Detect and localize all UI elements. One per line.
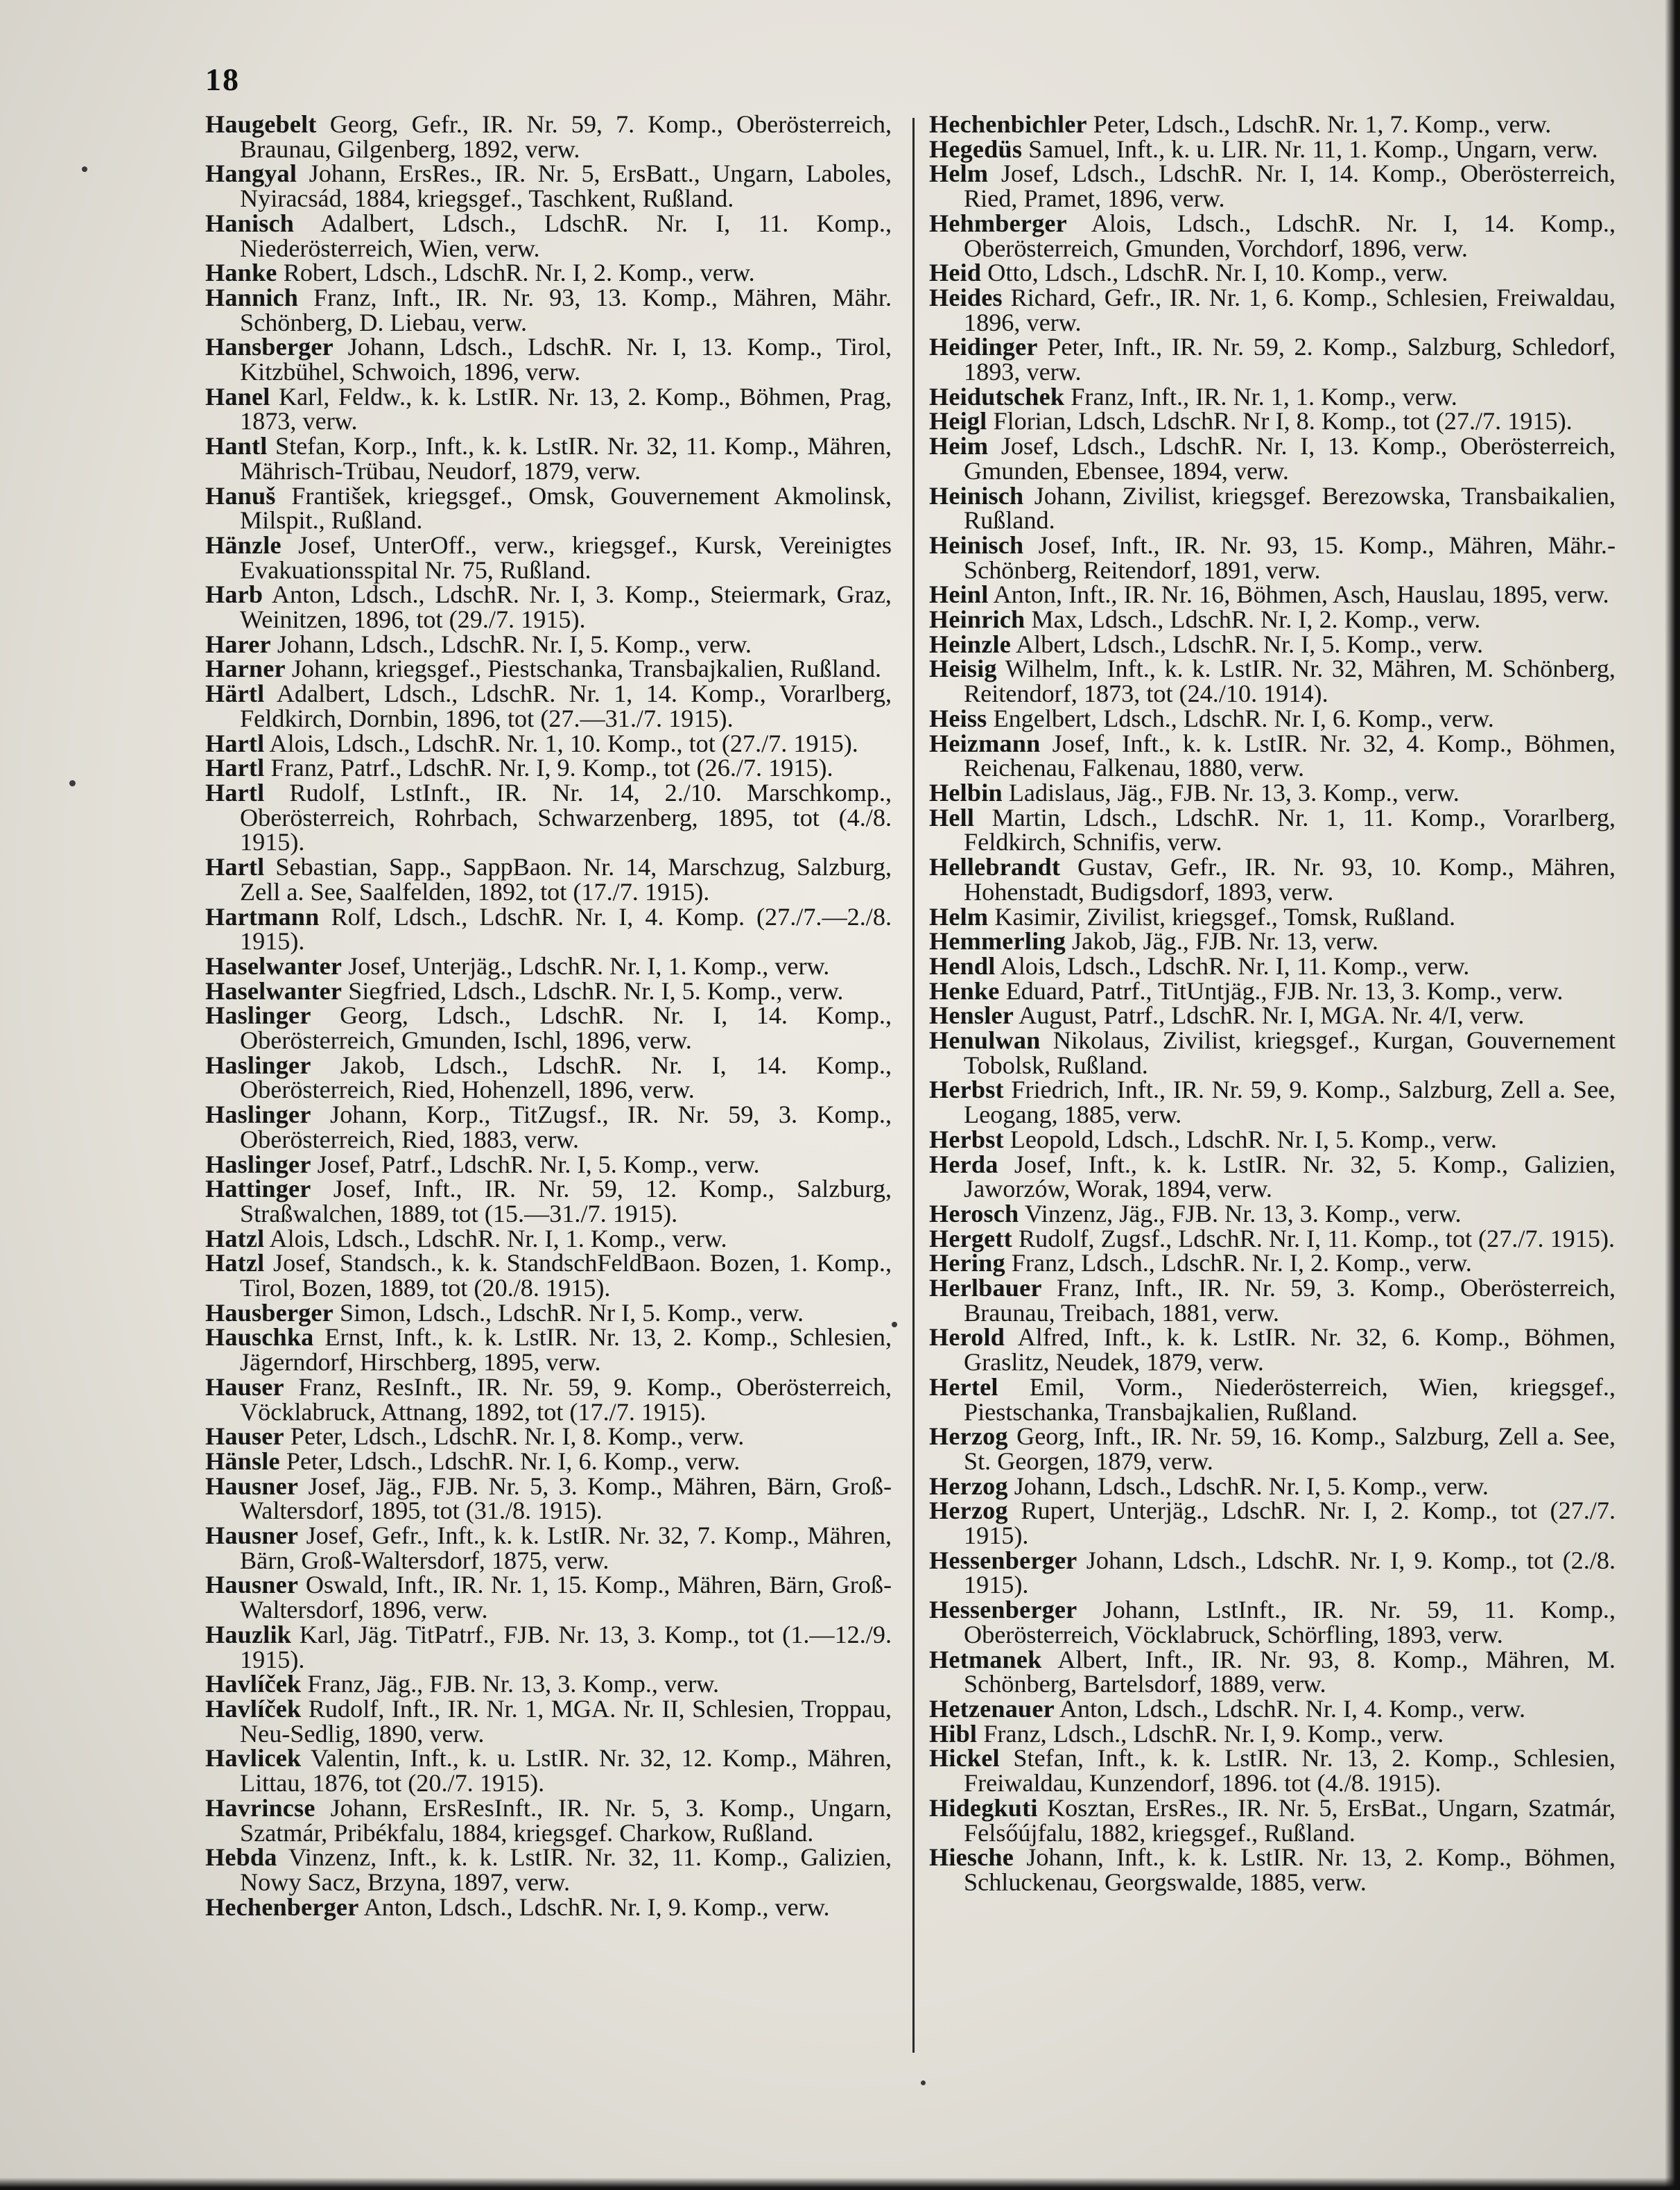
register-entry — [929, 1150, 1616, 1203]
register-entry — [205, 1298, 892, 1327]
register-entry — [205, 159, 892, 213]
register-entry — [205, 1003, 892, 1053]
entry-surname: Havlíček — [205, 1695, 302, 1723]
register-entry — [929, 1199, 1616, 1227]
entry-surname: Hehmberger — [929, 209, 1067, 237]
register-entry — [929, 209, 1616, 262]
entry-surname: Herzog — [929, 1422, 1008, 1451]
entry-details: Rudolf, LstInft., IR. Nr. 14, 2./10. Marschkomp., Oberösterreich, Rohrbach, Schwarzenberg, 1895, tot (4./8. 1915). — [240, 778, 892, 856]
entry-surname: Hiesche — [929, 1843, 1014, 1872]
entry-surname: Hannich — [205, 283, 299, 311]
entry-details: Josef, UnterOff., verw., kriegsgef., Kursk, Vereinigtes Evakuationsspital Nr. 75, Rußland. — [240, 531, 892, 584]
register-entry — [205, 1793, 892, 1847]
entry-details: Nikolaus, Zivilist, kriegsgef., Kurgan, Gouvernement Tobolsk, Rußland. — [964, 1026, 1616, 1079]
entry-details: Peter, Inft., IR. Nr. 59, 2. Komp., Salzburg, Schledorf, 1893, verw. — [964, 333, 1616, 386]
paper-speck — [82, 166, 87, 172]
entry-details: Karl, Feldw., k. k. LstIR. Nr. 13, 2. Komp., Böhmen, Prag, 1873, verw. — [240, 382, 892, 436]
entry-details: Valentin, Inft., k. u. LstIR. Nr. 32, 12. Komp., Mähren, Littau, 1876, tot (20./7. 1915). — [240, 1744, 892, 1797]
register-entry — [929, 1474, 1616, 1499]
register-entry — [929, 855, 1616, 904]
register-entry — [929, 1499, 1616, 1548]
entry-surname: Hänzle — [205, 531, 282, 559]
entry-details: Georg, Ldsch., LdschR. Nr. I, 14. Komp., Oberösterreich, Gmunden, Ischl, 1896, verw. — [240, 1001, 892, 1055]
page-number: 18 — [205, 62, 240, 97]
entry-details: Anton, Ldsch., LdschR. Nr. I, 3. Komp., Steiermark, Graz, Weinitzen, 1896, tot (29./7. 1915). — [240, 580, 892, 634]
register-entry — [929, 533, 1616, 583]
register-entry — [929, 1746, 1616, 1795]
entry-surname: Heisig — [929, 655, 997, 683]
entry-surname: Henulwan — [929, 1026, 1041, 1055]
register-entry — [929, 1028, 1616, 1078]
register-entry — [929, 951, 1616, 980]
entry-surname: Hanke — [205, 259, 277, 287]
entry-details: Johann, Ldsch., LdschR. Nr. I, 5. Komp., verw. — [277, 630, 752, 658]
entry-details: Gustav, Gefr., IR. Nr. 93, 10. Komp., Mähren, Hohenstadt, Budigsdorf, 1893, verw. — [964, 853, 1616, 906]
entry-surname: Haselwanter — [205, 951, 343, 980]
register-entry — [205, 533, 892, 583]
entry-surname: Hetmanek — [929, 1645, 1042, 1673]
register-entry — [929, 1125, 1616, 1153]
entry-surname: Hartmann — [205, 902, 320, 931]
entry-details: Adalbert, Ldsch., LdschR. Nr. 1, 14. Komp., Vorarlberg, Feldkirch, Dornbin, 1896, tot (27.—31./7. 1915). — [240, 680, 892, 732]
register-entry — [929, 1251, 1616, 1276]
register-entry — [205, 632, 892, 657]
entry-details: Johann, Ldsch., LdschR. Nr. I, 13. Komp., Tirol, Kitzbühel, Schwoich, 1896, verw. — [240, 333, 892, 386]
paper-speck — [921, 2080, 926, 2085]
register-entry — [205, 481, 892, 535]
entry-details: Franz, Patrf., LdschR. Nr. I, 9. Komp., tot (26./7. 1915). — [270, 754, 833, 782]
register-entry — [929, 1719, 1616, 1748]
entry-details: Josef, Ldsch., LdschR. Nr. I, 13. Komp., Oberösterreich, Gmunden, Ebensee, 1894, verw. — [964, 432, 1616, 485]
entry-details: Josef, Inft., IR. Nr. 93, 15. Komp., Mähren, Mähr.-Schönberg, Reitendorf, 1891, verw. — [964, 531, 1616, 584]
register-entry — [205, 382, 892, 436]
entry-surname: Hanisch — [205, 209, 295, 237]
entry-details: Franz, Ldsch., LdschR. Nr. I, 2. Komp., verw. — [1011, 1249, 1472, 1277]
register-entry — [205, 976, 892, 1005]
register-entry — [929, 729, 1616, 782]
entry-surname: Henke — [929, 976, 1000, 1005]
entry-surname: Hegedüs — [929, 135, 1023, 163]
register-entry — [929, 434, 1616, 483]
entry-surname: Herold — [929, 1323, 1005, 1352]
entry-surname: Hausberger — [205, 1298, 334, 1327]
register-entry — [205, 1103, 892, 1152]
register-entry — [205, 682, 892, 731]
entry-surname: Hartl — [205, 778, 265, 807]
entry-details: August, Patrf., LdschR. Nr. I, MGA. Nr. 4/I, verw. — [1019, 1001, 1525, 1030]
entry-surname: Hartl — [205, 853, 265, 881]
register-entry — [205, 1845, 892, 1895]
entry-surname: Havrincse — [205, 1793, 315, 1822]
entry-surname: Haselwanter — [205, 976, 343, 1005]
entry-surname: Heiss — [929, 704, 987, 732]
entry-details: Wilhelm, Inft., k. k. LstIR. Nr. 32, Mähren, M. Schönberg, Reitendorf, 1873, tot (24./10. 1914). — [964, 655, 1616, 708]
entry-details: Josef, Standsch., k. k. StandschFeldBaon. Bozen, 1. Komp., Tirol, Bozen, 1889, tot (20./8. 1915). — [240, 1249, 892, 1302]
register-entry — [929, 1276, 1616, 1325]
register-entry — [929, 1224, 1616, 1252]
entry-details: Johann, Ldsch., LdschR. Nr. I, 9. Komp., tot (2./8. 1915). — [964, 1546, 1616, 1599]
register-entry — [929, 159, 1616, 213]
entry-details: Franz, Inft., IR. Nr. 1, 1. Komp., verw. — [1071, 382, 1457, 411]
register-entry — [205, 1746, 892, 1795]
register-entry — [929, 1003, 1616, 1028]
entry-surname: Hickel — [929, 1744, 1000, 1773]
entry-details: Franz, ResInft., IR. Nr. 59, 9. Komp., Oberösterreich, Vöcklabruck, Attnang, 1892, tot (17./7. 1915). — [240, 1372, 892, 1426]
entry-details: Georg, Inft., IR. Nr. 59, 16. Komp., Salzburg, Zell a. See, St. Georgen, 1879, verw. — [964, 1422, 1616, 1475]
register-entry — [205, 1372, 892, 1426]
entry-details: Martin, Ldsch., LdschR. Nr. 1, 11. Komp., Vorarlberg, Feldkirch, Schnifis, verw. — [964, 803, 1616, 856]
entry-surname: Hendl — [929, 951, 996, 980]
entry-details: Rupert, Unterjäg., LdschR. Nr. I, 2. Komp., tot (27./7. 1915). — [964, 1497, 1616, 1550]
entry-surname: Heigl — [929, 407, 987, 436]
entry-details: Alfred, Inft., k. k. LstIR. Nr. 32, 6. Komp., Böhmen, Graslitz, Neudek, 1879, verw. — [964, 1323, 1616, 1377]
entry-surname: Heinrich — [929, 605, 1025, 634]
entry-details: Franz, Inft., IR. Nr. 93, 13. Komp., Mähren, Mähr. Schönberg, D. Liebau, verw. — [240, 283, 892, 336]
paper-speck — [69, 780, 76, 786]
entry-details: Josef, Jäg., FJB. Nr. 5, 3. Komp., Mähren, Bärn, Groß-Waltersdorf, 1895, tot (31./8. 1915). — [240, 1472, 892, 1525]
entry-details: Ladislaus, Jäg., FJB. Nr. 13, 3. Komp., verw. — [1008, 778, 1460, 807]
entry-surname: Heid — [929, 259, 982, 287]
register-entry — [929, 902, 1616, 931]
register-entry — [205, 1424, 892, 1449]
entry-surname: Hering — [929, 1249, 1005, 1277]
register-entry — [929, 1598, 1616, 1647]
entry-details: Max, Ldsch., LdschR. Nr. I, 2. Komp., verw. — [1031, 605, 1481, 634]
entry-surname: Helbin — [929, 778, 1003, 807]
register-entry — [205, 1224, 892, 1252]
entry-details: Johann, LstInft., IR. Nr. 59, 11. Komp., Oberösterreich, Vöcklabruck, Schörfling, 1893, verw. — [964, 1596, 1616, 1648]
entry-surname: Heidutschek — [929, 382, 1065, 411]
entry-details: Josef, Unterjäg., LdschR. Nr. I, 1. Komp., verw. — [348, 951, 830, 980]
entry-surname: Hechenberger — [205, 1892, 359, 1921]
register-entry — [205, 1449, 892, 1474]
entry-surname: Hangyal — [205, 159, 297, 188]
entry-surname: Havlicek — [205, 1744, 302, 1773]
entry-surname: Hatzl — [205, 1224, 265, 1252]
register-entry — [205, 1892, 892, 1921]
entry-details: Rolf, Ldsch., LdschR. Nr. I, 4. Komp. (27./7.—2./8. 1915). — [240, 902, 892, 956]
register-entry — [205, 1573, 892, 1622]
register-entry — [929, 481, 1616, 535]
entry-details: Johann, Inft., k. k. LstIR. Nr. 13, 2. Komp., Böhmen, Schluckenau, Georgswalde, 1885, verw. — [964, 1843, 1616, 1896]
entry-details: Josef, Inft., k. k. LstIR. Nr. 32, 5. Komp., Galizien, Jaworzów, Worak, 1894, verw. — [964, 1150, 1616, 1203]
entry-details: Alois, Ldsch., LdschR. Nr. I, 1. Komp., verw. — [269, 1224, 727, 1252]
entry-details: Jakob, Jäg., FJB. Nr. 13, verw. — [1072, 927, 1378, 956]
entry-details: Johann, Zivilist, kriegsgef. Berezowska, Transbaikalien, Rußland. — [964, 481, 1616, 535]
right-column — [929, 112, 1616, 1895]
entry-surname: Hanel — [205, 382, 270, 411]
entry-surname: Herda — [929, 1150, 998, 1178]
entry-details: Richard, Gefr., IR. Nr. 1, 6. Komp., Schlesien, Freiwaldau, 1896, verw. — [964, 283, 1616, 336]
column-divider — [912, 118, 915, 2053]
entry-surname: Hidegkuti — [929, 1793, 1038, 1822]
entry-surname: Herbst — [929, 1125, 1004, 1153]
entry-surname: Heinisch — [929, 481, 1024, 510]
register-entry — [929, 607, 1616, 632]
entry-surname: Hanuš — [205, 481, 276, 510]
entry-surname: Haslinger — [205, 1150, 311, 1178]
entry-surname: Hauzlik — [205, 1620, 292, 1648]
entry-details: Florian, Ldsch, LdschR. Nr I, 8. Komp., tot (27./7. 1915). — [993, 407, 1573, 436]
entry-details: Stefan, Korp., Inft., k. k. LstIR. Nr. 32, 11. Komp., Mähren, Mährisch-Trübau, Neudorf, 1879, verw. — [240, 432, 892, 485]
entry-details: Eduard, Patrf., TitUntjäg., FJB. Nr. 13, 3. Komp., verw. — [1005, 976, 1564, 1005]
entry-surname: Hertel — [929, 1372, 998, 1401]
entry-details: Josef, Inft., IR. Nr. 59, 12. Komp., Salzburg, Straßwalchen, 1889, tot (15.—31./7. 1915). — [240, 1175, 892, 1227]
entry-details: Franz, Inft., IR. Nr. 59, 3. Komp., Oberösterreich, Braunau, Treibach, 1881, verw. — [964, 1274, 1616, 1327]
register-entry — [205, 1521, 892, 1574]
register-entry — [205, 1697, 892, 1746]
entry-surname: Hartl — [205, 729, 265, 757]
entry-surname: Hessenberger — [929, 1596, 1077, 1624]
entry-surname: Hauser — [205, 1372, 284, 1401]
entry-surname: Herzog — [929, 1472, 1008, 1500]
entry-surname: Hessenberger — [929, 1546, 1077, 1574]
entry-surname: Heinl — [929, 580, 989, 609]
entry-surname: Haslinger — [205, 1001, 311, 1030]
entry-details: Johann, ErsRes., IR. Nr. 5, ErsBatt., Ungarn, Laboles, Nyiracsád, 1884, kriegsgef., Taschkent, Rußland. — [240, 159, 892, 213]
entry-surname: Hell — [929, 803, 975, 831]
entry-surname: Haslinger — [205, 1051, 311, 1079]
entry-details: Friedrich, Inft., IR. Nr. 59, 9. Komp., Salzburg, Zell a. See, Leogang, 1885, verw. — [964, 1076, 1616, 1129]
register-entry — [205, 335, 892, 384]
entry-details: Albert, Ldsch., LdschR. Nr. I, 5. Komp., verw. — [1016, 630, 1484, 658]
entry-details: František, kriegsgef., Omsk, Gouvernement Akmolinsk, Milspit., Rußland. — [240, 481, 892, 535]
entry-details: Anton, Inft., IR. Nr. 16, Böhmen, Asch, Hauslau, 1895, verw. — [993, 580, 1609, 609]
entry-details: Simon, Ldsch., LdschR. Nr I, 5. Komp., verw. — [339, 1298, 804, 1327]
register-entry — [205, 1150, 892, 1178]
entry-surname: Havlíček — [205, 1670, 302, 1698]
entry-surname: Hatzl — [205, 1249, 265, 1277]
register-entry — [929, 1424, 1616, 1474]
register-entry — [205, 951, 892, 980]
entry-surname: Hibl — [929, 1719, 978, 1748]
register-entry — [929, 580, 1616, 609]
entry-details: Adalbert, Ldsch., LdschR. Nr. I, 11. Komp., Niederösterreich, Wien, verw. — [240, 209, 892, 262]
entry-surname: Harer — [205, 630, 271, 658]
entry-surname: Hechenbichler — [929, 110, 1087, 138]
register-entry — [205, 209, 892, 262]
entry-surname: Herbst — [929, 1076, 1004, 1104]
entry-surname: Hantl — [205, 432, 268, 460]
register-entry — [929, 1372, 1616, 1426]
entry-details: Peter, Ldsch., LdschR. Nr. I, 6. Komp., verw. — [286, 1447, 741, 1475]
entry-details: Samuel, Inft., k. u. LIR. Nr. 11, 1. Komp., Ungarn, verw. — [1028, 135, 1598, 163]
entry-surname: Hellebrandt — [929, 853, 1061, 881]
entry-details: Georg, Gefr., IR. Nr. 59, 7. Komp., Oberösterreich, Braunau, Gilgenberg, 1892, verw. — [240, 110, 892, 163]
entry-details: Peter, Ldsch., LdschR. Nr. I, 8. Komp., verw. — [290, 1422, 745, 1451]
entry-surname: Heinzle — [929, 630, 1011, 658]
entry-surname: Hauser — [205, 1422, 284, 1451]
register-entry — [205, 1251, 892, 1300]
paper-speck — [892, 1322, 897, 1327]
entry-surname: Hausner — [205, 1472, 299, 1500]
register-entry — [929, 1323, 1616, 1377]
entry-surname: Hausner — [205, 1571, 299, 1599]
register-entry — [205, 434, 892, 483]
entry-details: Robert, Ldsch., LdschR. Nr. I, 2. Komp., verw. — [283, 259, 755, 287]
entry-surname: Heinisch — [929, 531, 1024, 559]
register-entry — [929, 1546, 1616, 1599]
register-entry — [205, 1177, 892, 1226]
register-entry — [205, 657, 892, 682]
entry-surname: Helm — [929, 159, 989, 188]
entry-details: Rudolf, Zugsf., LdschR. Nr. I, 11. Komp., tot (27./7. 1915). — [1018, 1224, 1616, 1252]
entry-details: Leopold, Ldsch., LdschR. Nr. I, 5. Komp., verw. — [1010, 1125, 1497, 1153]
register-entry — [205, 778, 892, 856]
register-entry — [929, 976, 1616, 1005]
register-entry — [929, 657, 1616, 706]
entry-details: Anton, Ldsch., LdschR. Nr. I, 9. Komp., verw. — [363, 1892, 830, 1921]
entry-surname: Hausner — [205, 1521, 299, 1550]
entry-details: Josef, Patrf., LdschR. Nr. I, 5. Komp., verw. — [317, 1150, 760, 1178]
register-entry — [929, 1697, 1616, 1722]
entry-details: Vinzenz, Jäg., FJB. Nr. 13, 3. Komp., verw. — [1024, 1199, 1462, 1227]
register-entry — [929, 704, 1616, 732]
entry-details: Kasimir, Zivilist, kriegsgef., Tomsk, Rußland. — [994, 902, 1456, 931]
register-entry — [929, 137, 1616, 162]
entry-details: Anton, Ldsch., LdschR. Nr. I, 4. Komp., verw. — [1059, 1695, 1525, 1723]
entry-surname: Haugebelt — [205, 110, 317, 138]
register-entry — [929, 1793, 1616, 1847]
entry-surname: Hebda — [205, 1843, 277, 1872]
entry-details: Engelbert, Ldsch., LdschR. Nr. I, 6. Komp., verw. — [993, 704, 1494, 732]
register-entry — [929, 335, 1616, 384]
entry-details: Alois, Ldsch., LdschR. Nr. I, 14. Komp., Oberösterreich, Gmunden, Vorchdorf, 1896, verw. — [964, 209, 1616, 262]
register-entry — [929, 929, 1616, 954]
entry-details: Johann, Ldsch., LdschR. Nr. I, 5. Komp., verw. — [1014, 1472, 1489, 1500]
register-entry — [205, 580, 892, 634]
left-column — [205, 112, 892, 1920]
entry-details: Rudolf, Inft., IR. Nr. 1, MGA. Nr. II, Schlesien, Troppau, Neu-Sedlig, 1890, verw. — [240, 1695, 892, 1748]
entry-details: Josef, Inft., k. k. LstIR. Nr. 32, 4. Komp., Böhmen, Reichenau, Falkenau, 1880, verw. — [964, 729, 1616, 782]
entry-details: Siegfried, Ldsch., LdschR. Nr. I, 5. Komp., verw. — [348, 976, 844, 1005]
entry-details: Emil, Vorm., Niederösterreich, Wien, kriegsgef., Piestschanka, Transbajkalien, Rußland. — [964, 1372, 1616, 1426]
entry-details: Franz, Ldsch., LdschR. Nr. I, 9. Komp., verw. — [983, 1719, 1444, 1748]
register-entry — [205, 902, 892, 956]
register-entry — [205, 261, 892, 286]
register-entry — [929, 112, 1616, 137]
entry-details: Peter, Ldsch., LdschR. Nr. 1, 7. Komp., verw. — [1093, 110, 1552, 138]
entry-details: Ernst, Inft., k. k. LstIR. Nr. 13, 2. Komp., Schlesien, Jägerndorf, Hirschberg, 1895, verw. — [240, 1323, 892, 1377]
entry-surname: Hemmerling — [929, 927, 1066, 956]
entry-details: Johann, Korp., TitZugsf., IR. Nr. 59, 3. Komp., Oberösterreich, Ried, 1883, verw. — [240, 1101, 892, 1153]
entry-details: Sebastian, Sapp., SappBaon. Nr. 14, Marschzug, Salzburg, Zell a. See, Saalfelden, 1892, tot (17./7. 1915). — [240, 853, 892, 906]
entry-surname: Helm — [929, 902, 989, 931]
entry-surname: Harner — [205, 655, 286, 683]
entry-surname: Hetzenauer — [929, 1695, 1055, 1723]
register-entry — [205, 112, 892, 162]
register-entry — [929, 283, 1616, 336]
entry-details: Otto, Ldsch., LdschR. Nr. I, 10. Komp., verw. — [987, 259, 1448, 287]
entry-surname: Hänsle — [205, 1447, 280, 1475]
entry-surname: Hartl — [205, 754, 265, 782]
entry-details: Josef, Ldsch., LdschR. Nr. I, 14. Komp., Oberösterreich, Ried, Pramet, 1896, verw. — [964, 159, 1616, 213]
register-entry — [929, 803, 1616, 856]
entry-details: Alois, Ldsch., LdschR. Nr. 1, 10. Komp., tot (27./7. 1915). — [269, 729, 858, 757]
entry-surname: Hensler — [929, 1001, 1014, 1030]
register-entry — [205, 855, 892, 904]
register-entry — [205, 1323, 892, 1377]
entry-surname: Herlbauer — [929, 1274, 1042, 1302]
register-entry — [205, 283, 892, 336]
entry-details: Stefan, Inft., k. k. LstIR. Nr. 13, 2. Komp., Schlesien, Freiwaldau, Kunzendorf, 1896. tot (4./8. 1915). — [964, 1744, 1616, 1797]
entry-surname: Harb — [205, 580, 263, 609]
entry-details: Franz, Jäg., FJB. Nr. 13, 3. Komp., verw. — [307, 1670, 720, 1698]
entry-details: Johann, kriegsgef., Piestschanka, Transbajkalien, Rußland. — [291, 655, 882, 683]
scan-edge-right — [1665, 0, 1680, 2190]
entry-surname: Herosch — [929, 1199, 1019, 1227]
register-entry — [205, 1474, 892, 1524]
entry-surname: Heim — [929, 432, 989, 460]
entry-surname: Härtl — [205, 680, 265, 708]
entry-details: Jakob, Ldsch., LdschR. Nr. I, 14. Komp., Oberösterreich, Ried, Hohenzell, 1896, verw. — [240, 1051, 892, 1104]
register-entry — [205, 1672, 892, 1697]
entry-surname: Haslinger — [205, 1101, 311, 1129]
entry-details: Kosztan, ErsRes., IR. Nr. 5, ErsBat., Ungarn, Szatmár, Felsőújfalu, 1882, kriegsgef., Rußland. — [964, 1793, 1616, 1847]
entry-details: Oswald, Inft., IR. Nr. 1, 15. Komp., Mähren, Bärn, Groß-Waltersdorf, 1896, verw. — [240, 1571, 892, 1624]
register-entry — [929, 1078, 1616, 1127]
register-entry — [929, 1845, 1616, 1895]
register-entry — [929, 1645, 1616, 1698]
register-entry — [205, 1053, 892, 1103]
register-entry — [929, 409, 1616, 434]
register-entry — [929, 261, 1616, 286]
entry-surname: Herzog — [929, 1497, 1008, 1525]
entry-surname: Heides — [929, 283, 1003, 311]
register-entry — [929, 632, 1616, 657]
entry-details: Albert, Inft., IR. Nr. 93, 8. Komp., Mähren, M. Schönberg, Bartelsdorf, 1889, verw. — [964, 1645, 1616, 1698]
register-entry — [929, 382, 1616, 411]
register-entry — [205, 756, 892, 781]
scan-edge-bottom — [0, 2178, 1680, 2190]
entry-surname: Heidinger — [929, 333, 1038, 361]
entry-details: Johann, ErsResInft., IR. Nr. 5, 3. Komp., Ungarn, Szatmár, Pribékfalu, 1884, kriegsgef. Charkow, Rußland. — [240, 1793, 892, 1847]
entry-surname: Heizmann — [929, 729, 1041, 757]
entry-details: Vinzenz, Inft., k. k. LstIR. Nr. 32, 11. Komp., Galizien, Nowy Sacz, Brzyna, 1897, verw. — [240, 1843, 892, 1896]
register-entry — [205, 729, 892, 757]
entry-surname: Hansberger — [205, 333, 334, 361]
entry-surname: Hergett — [929, 1224, 1012, 1252]
entry-details: Karl, Jäg. TitPatrf., FJB. Nr. 13, 3. Komp., tot (1.—12./9. 1915). — [240, 1620, 892, 1673]
entry-surname: Hauschka — [205, 1323, 314, 1352]
entry-details: Josef, Gefr., Inft., k. k. LstIR. Nr. 32, 7. Komp., Mähren, Bärn, Groß-Waltersdorf, 1875, verw. — [240, 1521, 892, 1574]
entry-surname: Hattinger — [205, 1175, 311, 1203]
entry-details: Alois, Ldsch., LdschR. Nr. I, 11. Komp., verw. — [1000, 951, 1470, 980]
register-entry — [205, 1620, 892, 1673]
register-entry — [929, 778, 1616, 807]
